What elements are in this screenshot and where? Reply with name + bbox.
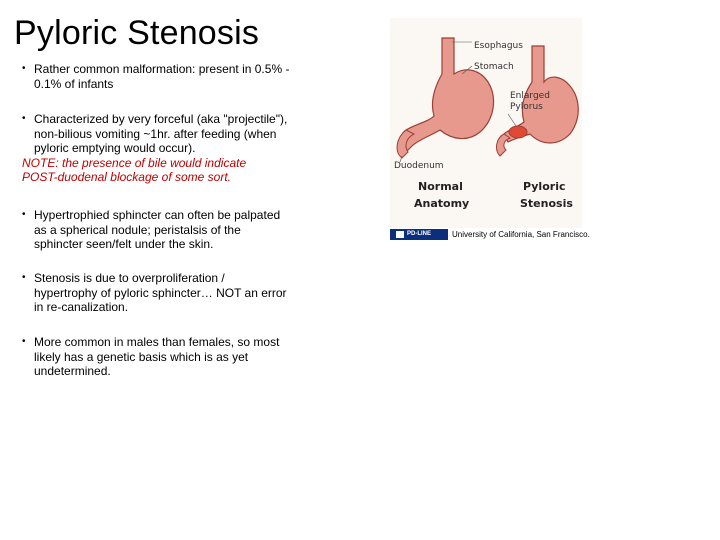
bullet-item <box>22 208 290 252</box>
bullet-dot-icon: • <box>22 113 26 124</box>
bullet-item <box>22 112 290 185</box>
bullet-text: Stenosis is due to overproliferation / hypertrophy of pyloric sphincter… NOT an error in re-canalization. <box>34 271 287 315</box>
stenosis-duodenum-shape <box>497 134 510 156</box>
label-pyloric: Pyloric <box>523 180 566 193</box>
enlarged-pylorus-shape <box>509 126 527 138</box>
credit-logo <box>390 229 448 240</box>
normal-stomach-shape <box>400 38 494 152</box>
credit-logo-text: PD-LINE <box>407 231 431 237</box>
bullet-dot-icon: • <box>22 63 26 74</box>
bullet-note: NOTE: the presence of bile would indicate POST-duodenal blockage of some sort. <box>22 155 247 185</box>
bullet-item <box>22 271 290 315</box>
credit-text: University of California, San Francisco. <box>452 230 590 239</box>
slide-title: Pyloric Stenosis <box>14 14 260 52</box>
bullet-dot-icon: • <box>22 336 26 347</box>
label-duodenum: Duodenum <box>394 161 444 171</box>
bullet-text: More common in males than females, so most likely has a genetic basis which is as yet undetermined. <box>34 335 280 379</box>
label-normal: Normal <box>418 180 463 193</box>
bullet-item <box>22 62 290 91</box>
logo-icon <box>396 231 404 238</box>
label-pylorus: Pylorus <box>510 102 543 112</box>
label-esophagus: Esophagus <box>474 41 523 51</box>
bullet-item <box>22 335 290 379</box>
bullet-text: Characterized by very forceful (aka "projectile"), non-bilious vomiting ~1hr. after feeding (when pyloric emptying would occur). <box>34 112 288 156</box>
label-anatomy: Anatomy <box>414 197 470 210</box>
stomach-illustration <box>390 18 582 228</box>
bullet-text: Rather common malformation: present in 0.5% - 0.1% of infants <box>34 62 290 91</box>
bullet-dot-icon: • <box>22 272 26 283</box>
bullet-text: Hypertrophied sphincter can often be palpated as a spherical nodule; peristalsis of the sphincter seen/felt under the skin. <box>34 208 281 252</box>
label-enlarged: Enlarged <box>510 91 550 101</box>
image-credit <box>390 229 620 240</box>
label-stomach: Stomach <box>474 62 514 72</box>
stomach-figure <box>390 18 582 228</box>
bullet-dot-icon: • <box>22 209 26 220</box>
label-stenosis: Stenosis <box>520 197 573 210</box>
